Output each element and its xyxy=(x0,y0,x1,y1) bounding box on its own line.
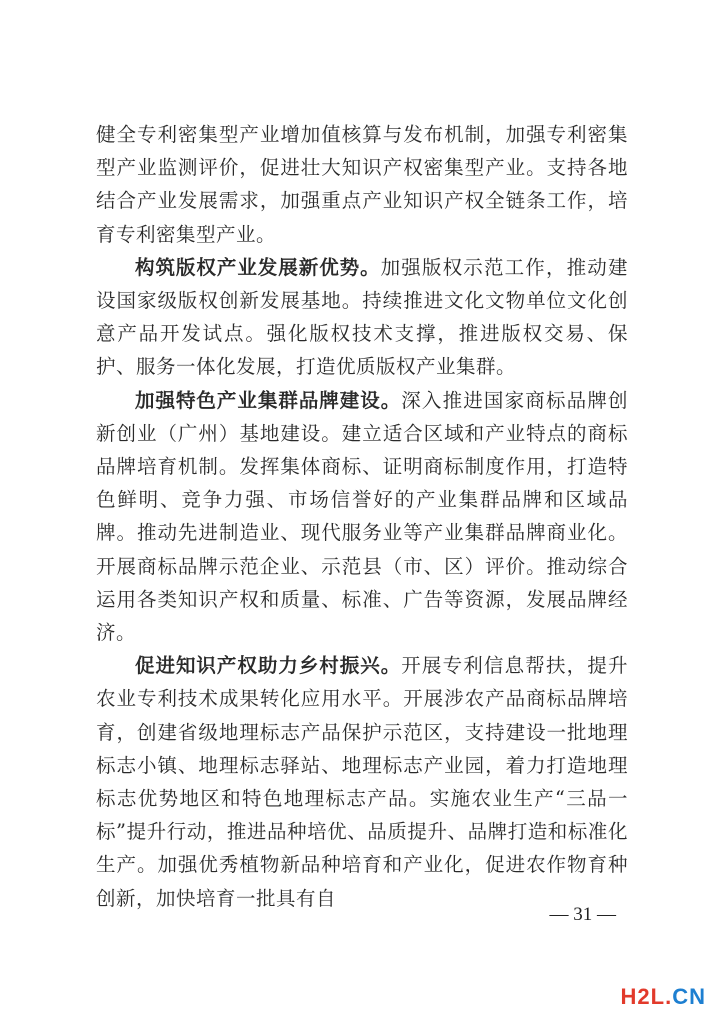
paragraph-4 xyxy=(96,649,628,915)
site-watermark-logo xyxy=(621,984,706,1010)
paragraph-1-text: 健全专利密集型产业增加值核算与发布机制，加强专利密集型产业监测评价，促进壮大知识产权密集型产业。支持各地结合产业发展需求，加强重点产业知识产权全链条工作，培育专利密集型产业。 xyxy=(96,123,628,246)
watermark-dot: . xyxy=(665,984,673,1009)
watermark-brand: H2L xyxy=(620,984,666,1009)
watermark-tld: CN xyxy=(672,984,706,1009)
paragraph-2 xyxy=(96,251,628,384)
paragraph-1 xyxy=(96,118,628,251)
paragraph-2-lead: 构筑版权产业发展新优势。 xyxy=(135,255,381,279)
body-text xyxy=(96,118,628,915)
paragraph-2-text: 加强版权示范工作，推动建设国家级版权创新发展基地。持续推进文化文物单位文化创意产品开发试点。强化版权技术支撑，推进版权交易、保护、服务一体化发展，打造优质版权产业集群。 xyxy=(96,255,628,379)
paragraph-3 xyxy=(96,384,628,650)
paragraph-4-lead: 促进知识产权助力乡村振兴。 xyxy=(135,654,402,678)
paragraph-3-text: 深入推进国家商标品牌创新创业（广州）基地建设。建立适合区域和产业特点的商标品牌培育机制。发挥集体商标、证明商标制度作用，打造特色鲜明、竞争力强、市场信誉好的产业集群品牌和区域品牌。推动先进制造业、现代服务业等产业集群品牌商业化。开展商标品牌示范企业、示范县（市、区）评价。推动综合运用各类知识产权和质量、标准、广告等资源，发展品牌经济。 xyxy=(96,388,628,645)
paragraph-4-text: 开展专利信息帮扶，提升农业专利技术成果转化应用水平。开展涉农产品商标品牌培育，创建省级地理标志产品保护示范区，支持建设一批地理标志小镇、地理标志驿站、地理标志产业园，着力打造地理标志优势地区和特色地理标志产品。实施农业生产“三品一标”提升行动，推进品种培优、品质提升、品牌打造和标准化生产。加强优秀植物新品种培育和产业化，促进农作物育种创新，加快培育一批具有自 xyxy=(96,654,628,910)
page-number: — 31 — xyxy=(549,904,616,925)
paragraph-3-lead: 加强特色产业集群品牌建设。 xyxy=(135,388,402,412)
